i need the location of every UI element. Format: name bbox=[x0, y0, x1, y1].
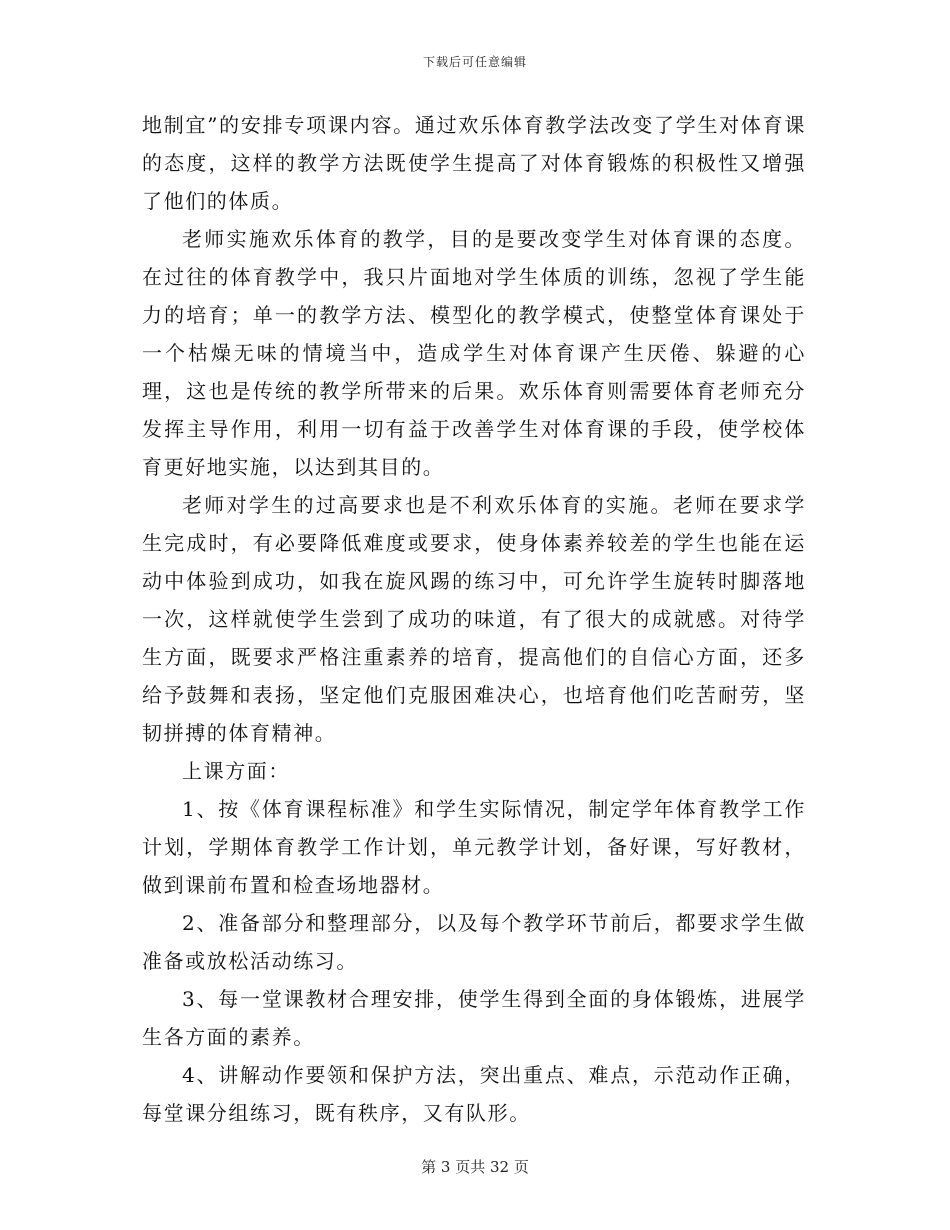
document-body bbox=[142, 106, 806, 1132]
page-footer: 第 3 页共 32 页 bbox=[421, 1158, 529, 1176]
list-item: 1、按《体育课程标准》和学生实际情况，制定学年体育教学工作计划，学期体育教学工作计划，单元教学计划，备好课，写好教材，做到课前布置和检查场地器材。 bbox=[142, 797, 806, 897]
paragraph: 老师实施欢乐体育的教学，目的是要改变学生对体育课的态度。在过往的体育教学中，我只片面地对学生体质的训练，忽视了学生能力的培育；单一的教学方法、模型化的教学模式，使整堂体育课处于一个枯燥无味的情境当中，造成学生对体育课产生厌倦、躲避的心理，这也是传统的教学所带来的后果。欢乐体育则需要体育老师充分发挥主导作用，利用一切有益于改善学生对体育课的手段，使学校体育更好地实施，以达到其目的。 bbox=[142, 227, 806, 479]
list-item: 3、每一堂课教材合理安排，使学生得到全面的身体锻炼，进展学生各方面的素养。 bbox=[142, 987, 806, 1049]
paragraph-continuation: 地制宜”的安排专项课内容。通过欢乐体育教学法改变了学生对体育课的态度，这样的教学方法既使学生提高了对体育锻炼的积极性又增强了他们的体质。 bbox=[142, 113, 806, 213]
paragraph: 老师对学生的过高要求也是不利欢乐体育的实施。老师在要求学生完成时，有必要降低难度或要求，使身体素养较差的学生也能在运动中体验到成功，如我在旋风踢的练习中，可允许学生旋转时脚落地一次，这样就使学生尝到了成功的味道，有了很大的成就感。对待学生方面，既要求严格注重素养的培育，提高他们的自信心方面，还多给予鼓舞和表扬，坚定他们克服困难决心，也培育他们吃苦耐劳，坚韧拼搏的体育精神。 bbox=[142, 493, 806, 745]
page-header: 下载后可任意编辑 bbox=[422, 55, 527, 69]
section-heading: 上课方面： bbox=[182, 759, 290, 783]
list-item: 2、准备部分和整理部分，以及每个教学环节前后，都要求学生做准备或放松活动练习。 bbox=[142, 911, 806, 973]
list-item: 4、讲解动作要领和保护方法，突出重点、难点，示范动作正确，每堂课分组练习，既有秩序，又有队形。 bbox=[142, 1063, 806, 1125]
